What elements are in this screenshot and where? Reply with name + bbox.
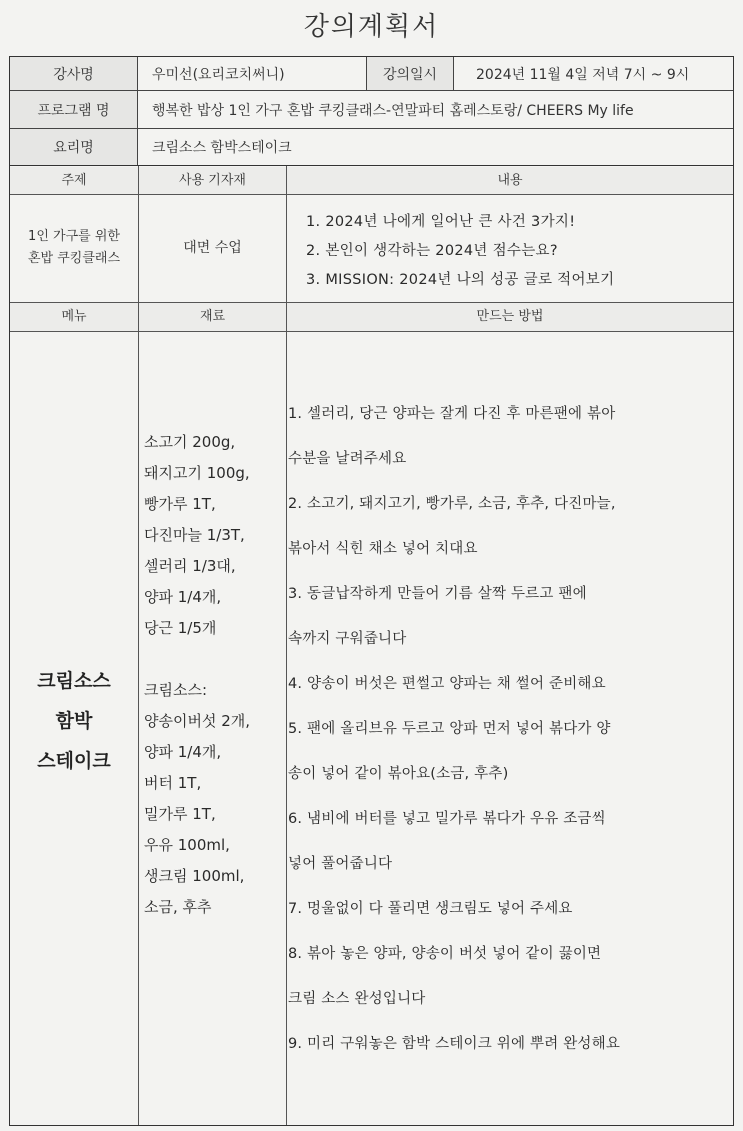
info-row-instructor: [10, 57, 733, 91]
ingredient-item: 크림소스:: [144, 681, 208, 699]
info-row-dish: [10, 129, 733, 165]
program-value: 행복한 밥상 1인 가구 혼밥 쿠킹클래스-연말파티 홈레스토랑/ CHEERS My life: [152, 102, 634, 119]
ingredient-item: 양파 1/4개,: [144, 588, 222, 606]
instructor-value: 우미선(요리코치써니): [152, 66, 285, 83]
ingredient-item: 버터 1T,: [144, 774, 202, 792]
step-line: 수분을 날려주세요: [288, 451, 407, 467]
subject-header: 주제: [10, 167, 138, 194]
step-line: 6. 냄비에 버터를 넣고 밀가루 볶다가 우유 조금씩: [288, 811, 606, 827]
info-row-program: [10, 91, 733, 129]
ingredient-item: 당근 1/5개: [144, 619, 217, 637]
subject-cell: [10, 226, 138, 270]
ingredient-item: 다진마늘 1/3T,: [144, 526, 245, 544]
step-line: 크림 소스 완성입니다: [288, 991, 426, 1007]
step-line: 1. 셀러리, 당근 양파는 잘게 다진 후 마른팬에 볶아: [288, 406, 616, 422]
instructor-label: 강사명: [10, 57, 138, 90]
ingredients-header: 재료: [139, 303, 286, 331]
menu-header: 메뉴: [10, 303, 138, 331]
ingredient-item: 생크림 100ml,: [144, 867, 245, 885]
subject-line: 1인 가구를 위한: [28, 229, 120, 244]
plan-table: [9, 166, 734, 1126]
equipment-cell: 대면 수업: [183, 240, 242, 256]
divider: [10, 194, 733, 195]
step-line: 볶아서 식힌 채소 넣어 치대요: [288, 541, 478, 557]
ingredient-item: 소금, 후추: [144, 898, 212, 916]
program-label: 프로그램 명: [10, 91, 138, 128]
list-item: 1. 2024년 나에게 일어난 큰 사건 3가지!: [306, 214, 576, 230]
date-value: 2024년 11월 4일 저녁 7시 ~ 9시: [476, 66, 690, 83]
content-header: 내용: [287, 167, 733, 194]
method-header: 만드는 방법: [287, 303, 733, 331]
step-line: 3. 동글납작하게 만들어 기름 살짝 두르고 팬에: [288, 586, 587, 602]
ingredient-item: 셀러리 1/3대,: [144, 557, 236, 575]
step-line: 속까지 구워줍니다: [288, 631, 407, 647]
info-table: [9, 56, 734, 166]
ingredient-list: [144, 427, 250, 923]
ingredient-item: 빵가루 1T,: [144, 495, 216, 513]
list-item: 2. 본인이 생각하는 2024년 점수는요?: [306, 243, 558, 259]
ingredient-item: [144, 644, 250, 675]
method-steps: [288, 392, 728, 1067]
document-title: 강의계획서: [303, 12, 440, 42]
step-line: 8. 볶아 놓은 양파, 양송이 버섯 넣어 같이 끓이면: [288, 946, 602, 962]
menu-line: 스테이크: [37, 750, 111, 772]
equipment-header: 사용 기자재: [139, 167, 286, 194]
step-line: 9. 미리 구워놓은 함박 스테이크 위에 뿌려 완성해요: [288, 1036, 621, 1052]
menu-line: 크림소스: [37, 670, 111, 692]
ingredient-item: 양송이버섯 2개,: [144, 712, 251, 730]
date-label: 강의일시: [366, 57, 454, 90]
content-list: [306, 208, 726, 295]
ingredient-item: 우유 100ml,: [144, 836, 230, 854]
ingredient-item: 양파 1/4개,: [144, 743, 222, 761]
step-line: 4. 양송이 버섯은 편썰고 양파는 채 썰어 준비해요: [288, 676, 606, 692]
ingredient-item: 돼지고기 100g,: [144, 464, 250, 482]
menu-name: [10, 661, 138, 781]
dish-label: 요리명: [10, 129, 138, 165]
step-line: 7. 멍울없이 다 풀리면 생크림도 넣어 주세요: [288, 901, 573, 917]
step-line: 2. 소고기, 돼지고기, 빵가루, 소금, 후추, 다진마늘,: [288, 496, 616, 512]
dish-value: 크림소스 함박스테이크: [152, 140, 292, 156]
step-line: 5. 팬에 올리브유 두르고 앙파 먼저 넣어 볶다가 양: [288, 721, 611, 737]
ingredient-item: 소고기 200g,: [144, 433, 236, 451]
ingredient-item: 밀가루 1T,: [144, 805, 216, 823]
step-line: 송이 넣어 같이 볶아요(소금, 후추): [288, 766, 509, 782]
subject-line: 혼밥 쿠킹클래스: [27, 251, 121, 266]
divider: [10, 331, 733, 332]
step-line: 넣어 풀어줍니다: [288, 856, 393, 872]
menu-line: 함박: [55, 710, 93, 732]
list-item: 3. MISSION: 2024년 나의 성공 글로 적어보기: [306, 272, 615, 288]
